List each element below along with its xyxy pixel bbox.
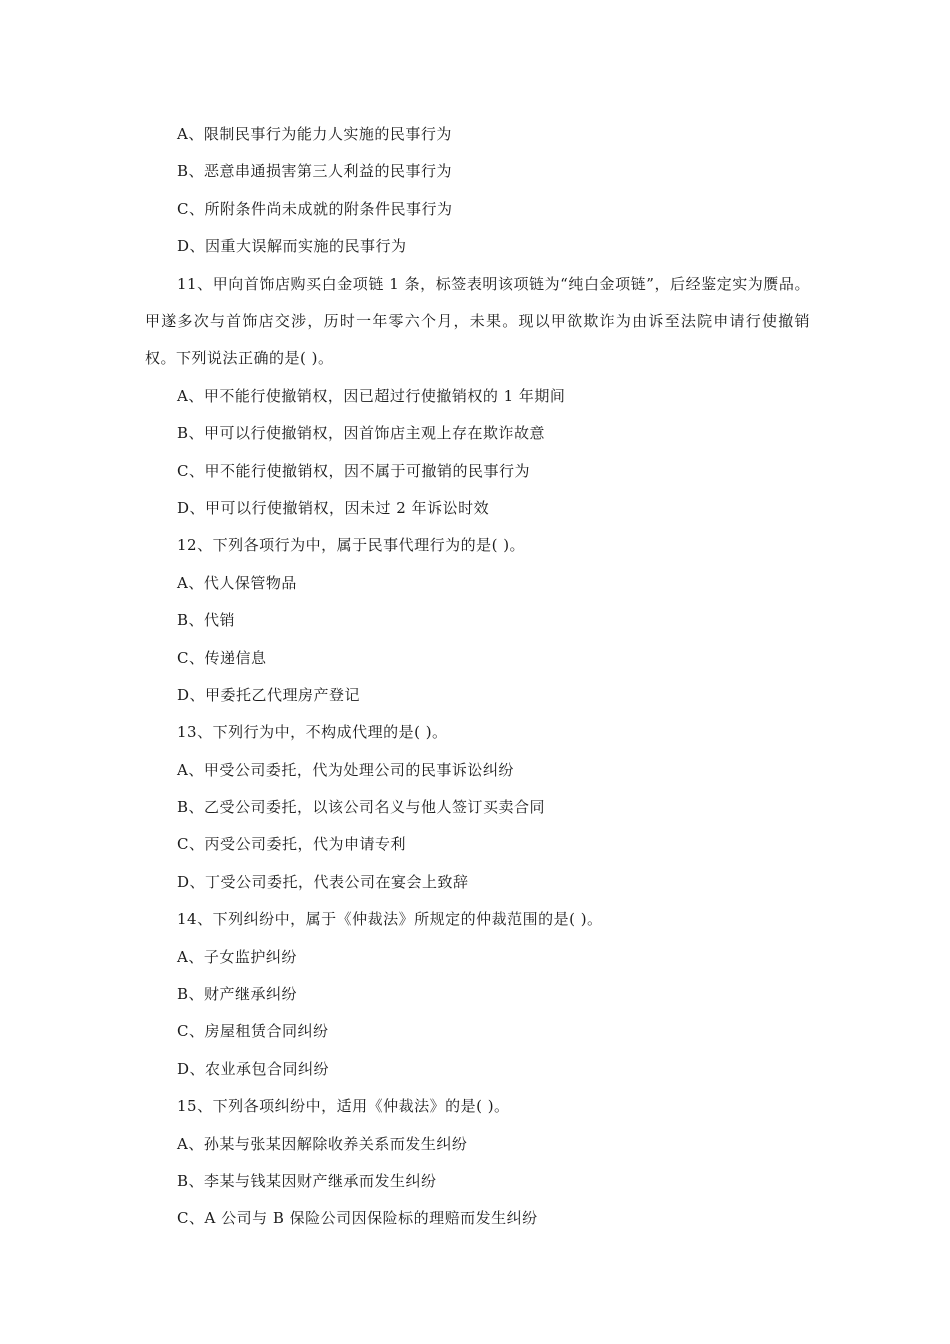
option-13c: C、丙受公司委托，代为申请专利 [177,835,406,854]
option-14a: A、子女监护纠纷 [177,947,297,966]
option-14b: B、财产继承纠纷 [177,985,298,1004]
option-14c: C、房屋租赁合同纠纷 [177,1022,329,1041]
option-10a: A、限制民事行为能力人实施的民事行为 [177,125,452,143]
option-15a: A、孙某与张某因解除收养关系而发生纠纷 [177,1134,468,1153]
option-10c: C、所附条件尚未成就的附条件民事行为 [177,199,453,218]
option-14d: D、农业承包合同纠纷 [177,1059,330,1078]
option-12d: D、甲委托乙代理房产登记 [177,685,361,704]
option-13d: D、丁受公司委托，代表公司在宴会上致辞 [177,872,469,891]
option-10b: B、恶意串通损害第三人利益的民事行为 [177,162,453,181]
question-15: 15、下列各项纠纷中，适用《仲裁法》的是( )。 [177,1097,510,1116]
option-13a: A、甲受公司委托，代为处理公司的民事诉讼纠纷 [177,760,514,779]
option-13b: B、乙受公司委托，以该公司名义与他人签订买卖合同 [177,798,546,817]
option-15c: C、A 公司与 B 保险公司因保险标的理赔而发生纠纷 [177,1209,538,1228]
option-11d: D、甲可以行使撤销权，因未过 2 年诉讼时效 [177,498,490,517]
option-10d: D、因重大误解而实施的民事行为 [177,237,407,256]
question-13: 13、下列行为中，不构成代理的是( )。 [177,723,448,742]
option-11c: C、甲不能行使撤销权，因不属于可撤销的民事行为 [177,461,530,480]
document-body [145,116,810,1238]
question-11: 11、甲向首饰店购买白金项链 1 条，标签表明该项链为“纯白金项链”，后经鉴定实为赝品。甲遂多次与首饰店交涉，历时一年零六个月，未果。现以甲欲欺诈为由诉至法院申请行使撤销权。下列说法正确的是( )。 [145,274,810,368]
question-12: 12、下列各项行为中，属于民事代理行为的是( )。 [177,536,526,555]
option-12a: A、代人保管物品 [177,573,297,592]
question-14: 14、下列纠纷中，属于《仲裁法》所规定的仲裁范围的是( )。 [177,910,603,929]
option-11a: A、甲不能行使撤销权，因已超过行使撤销权的 1 年期间 [177,386,566,405]
option-15b: B、李某与钱某因财产继承而发生纠纷 [177,1171,437,1190]
option-12c: C、传递信息 [177,648,267,667]
option-12b: B、代销 [177,611,236,630]
option-11b: B、甲可以行使撤销权，因首饰店主观上存在欺诈故意 [177,424,546,443]
